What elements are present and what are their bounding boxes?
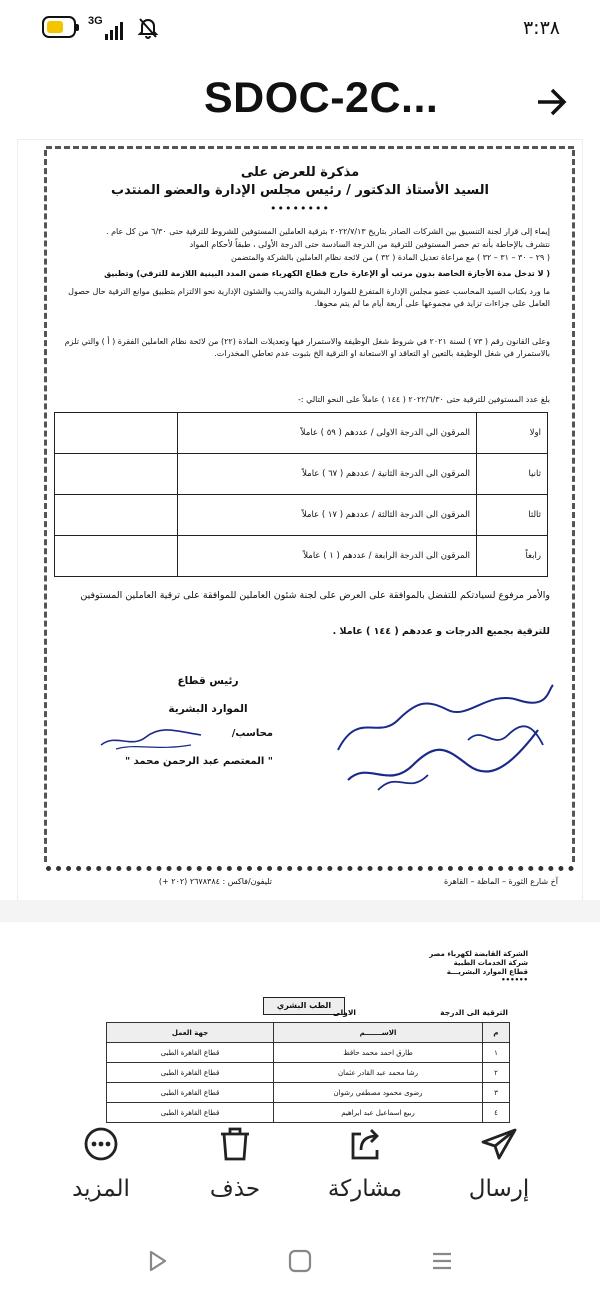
memo-closing-1: والأمر مرفوع لسيادتكم للتفضل بالموافقة على العرض على لجنة شئون العاملين للموافقة على ترقية العاملين المستوفين	[80, 590, 550, 601]
promotion-label: الترقية الى الدرجة	[440, 1008, 508, 1017]
accountant-name: " المعتصم عبد الرحمن محمد "	[124, 756, 273, 767]
delete-label: حذف	[209, 1176, 261, 1202]
app-header	[0, 60, 600, 140]
clock: ٣:٣٨	[522, 17, 560, 39]
nav-recents-icon[interactable]	[427, 1246, 457, 1276]
row-name: رشا محمد عبد القادر عثمان	[274, 1063, 483, 1083]
send-icon	[479, 1124, 519, 1164]
company-telfax: تليفون/فاكس : ٢٦٧٨٣٨٤ (٢٠٢ +)	[158, 877, 272, 886]
table-row	[107, 1043, 510, 1063]
promotion-row	[55, 413, 548, 454]
document-page-1	[18, 140, 582, 900]
memo-bullet-3: ( لا تدخل مدة الأجازة الخاصة بدون مرتب أو الإعارة خارج قطاع الكهرباء ضمن المدد البينية اللازمة للترقي) وتطبيق	[104, 269, 550, 278]
status-bar	[0, 0, 600, 56]
memo-paragraph-3: وعلى القانون رقم ( ٧٣ ) لسنة ٢٠٢١ في شروط شغل الوظيفة والاستمرار فيها وتعديلات المادة (٢٢) من لائحة نظام العاملين الفقرة ( أ ) والتي تلزم بالاستمرار في شغل الوظيفة بالتعين او التعاقد او الاستعانة او الترقية الخ بثبوت عدم تعاطي المخدرات.	[64, 337, 550, 358]
memo-title: مذكرة للعرض على	[240, 165, 360, 180]
accountant-label: محاسب/	[231, 728, 273, 739]
more-icon	[81, 1124, 121, 1164]
row-name: رضوى محمود مصطفي رشوان	[274, 1083, 483, 1103]
row-number: ١	[483, 1043, 510, 1063]
page-border-right	[572, 150, 575, 862]
row-name: طارق احمد محمد حافظ	[274, 1043, 483, 1063]
page-border-bottom	[46, 866, 574, 871]
nav-back-icon[interactable]	[143, 1246, 173, 1276]
promotion-row-index: ثانيا	[477, 454, 548, 495]
promotion-row-index: اولا	[477, 413, 548, 454]
company-address: آخ شارع الثورة – الماظة – القاهرة	[443, 877, 558, 886]
accountant-signature	[96, 725, 206, 753]
promotion-row	[55, 536, 548, 577]
department-box: الطب البشري	[263, 997, 345, 1015]
memo-closing-2: للترقية بجميع الدرجات و عددهم ( ١٤٤ ) عاملا .	[332, 626, 550, 637]
promotion-row-text: المرقون الى الدرجة الاولى / عددهم ( ٥٩ ) عاملاً	[178, 413, 477, 454]
signal-icon	[105, 20, 123, 40]
promotion-table	[54, 412, 548, 577]
system-nav-bar	[0, 1234, 600, 1300]
send-label: إرسال	[468, 1176, 530, 1202]
promotion-row-index: ثالثا	[477, 495, 548, 536]
employees-table	[106, 1022, 510, 1123]
more-button[interactable]	[46, 1124, 156, 1224]
row-number: ٢	[483, 1063, 510, 1083]
sector-head-department: الموارد البشرية	[168, 703, 248, 715]
page-separator	[0, 900, 600, 922]
memo-paragraph-2: ما ورد بكتاب السيد المحاسب عضو مجلس الإدارة المتفرغ للموارد البشرية والتدريب والشئون الإدارية نحو الالتزام بتطبيق موانع الترقية حال حصول العامل على جزاءات تزايد في مجموعها على أربعة أيام ما لم يتم محوها.	[68, 287, 550, 308]
promotion-row-empty	[55, 454, 178, 495]
document-page-2	[18, 922, 582, 1128]
promotion-row-text: المرقون الى الدرجة الرابعة / عددهم ( ١ ) عاملاً	[178, 536, 477, 577]
company-name: شركة الخدمات الطبية	[453, 959, 528, 967]
page-border-top	[46, 146, 574, 149]
row-number: ٤	[483, 1103, 510, 1123]
document-title: SDOC-2C...	[204, 74, 439, 122]
promotion-row-text: المرقون الى الدرجة الثالثة / عددهم ( ١٧ ) عاملاً	[178, 495, 477, 536]
action-bar	[0, 1124, 600, 1234]
battery-icon	[42, 16, 76, 38]
promotion-row-text: المرقون الى الدرجة الثانية / عددهم ( ٦٧ ) عاملاً	[178, 454, 477, 495]
promotion-value: الاولى	[332, 1008, 356, 1017]
memo-intro: إيماء إلى قرار لجنة التنسيق بين الشركات الصادر بتاريخ ٢٠٢٢/٧/١٣ بترقية العاملين المستوفين للشروط للترقية حتى ٦/٣٠ من كل عام .	[106, 227, 550, 236]
table-row	[107, 1083, 510, 1103]
promotion-row-empty	[55, 413, 178, 454]
promotion-row-index: رابعاً	[477, 536, 548, 577]
table-row	[107, 1063, 510, 1083]
share-button[interactable]	[310, 1124, 420, 1224]
row-workplace: قطاع القاهرة الطبى	[107, 1083, 274, 1103]
company-department: قطاع الموارد البشريـــة	[446, 968, 528, 976]
promotion-row	[55, 495, 548, 536]
more-label: المزيد	[72, 1176, 130, 1202]
forward-arrow-icon[interactable]	[532, 82, 572, 122]
column-header-workplace: جهة العمل	[107, 1023, 274, 1043]
promotion-row-empty	[55, 536, 178, 577]
table-row	[107, 1103, 510, 1123]
column-header-number: م	[483, 1023, 510, 1043]
memo-addressee: السيد الأستاذ الدكتور / رئيس مجلس الإدارة والعضو المنتدب	[111, 183, 489, 198]
memo-dots: ••••••••	[270, 202, 330, 215]
company-dots: ••••••	[501, 976, 528, 984]
row-number: ٣	[483, 1083, 510, 1103]
handwritten-approval	[318, 670, 558, 800]
send-button[interactable]	[444, 1124, 554, 1224]
share-icon	[345, 1124, 385, 1164]
mute-icon	[136, 16, 160, 40]
promotion-row	[55, 454, 548, 495]
row-workplace: قطاع القاهرة الطبى	[107, 1103, 274, 1123]
delete-button[interactable]	[180, 1124, 290, 1224]
memo-bullet-1: نتشرف بالإحاطة بأنه تم حصر المستوفين للترقية من الدرجة السادسة حتى الدرجة الأولى ، طبقاً لأحكام المواد	[189, 240, 550, 249]
row-workplace: قطاع القاهرة الطبى	[107, 1063, 274, 1083]
promotion-row-empty	[55, 495, 178, 536]
sector-head-title: رئيس قطاع	[177, 675, 239, 687]
row-workplace: قطاع القاهرة الطبى	[107, 1043, 274, 1063]
trash-icon	[215, 1124, 255, 1164]
row-name: ربيع اسماعيل عبد ابراهيم	[274, 1103, 483, 1123]
network-type: 3G	[88, 15, 103, 27]
memo-bullet-2: ( ٢٩ – ٣٠ – ٣١ – ٣٢ ) مع مراعاة تعديل المادة ( ٣٢ ) من لائحة نظام العاملين بالشركة والمتضمن	[231, 253, 550, 262]
nav-home-icon[interactable]	[285, 1246, 315, 1276]
memo-paragraph-4: بلغ عدد المستوفين للترقية حتى ٢٠٢٢/٦/٣٠ ( ١٤٤ ) عاملاً على النحو التالي :-	[297, 395, 550, 404]
column-header-name: الاســـــــم	[274, 1023, 483, 1043]
company-holding: الشركة القابضة لكهرباء مصر	[429, 950, 528, 958]
page-border-left	[44, 150, 47, 862]
share-label: مشاركة	[327, 1176, 403, 1202]
